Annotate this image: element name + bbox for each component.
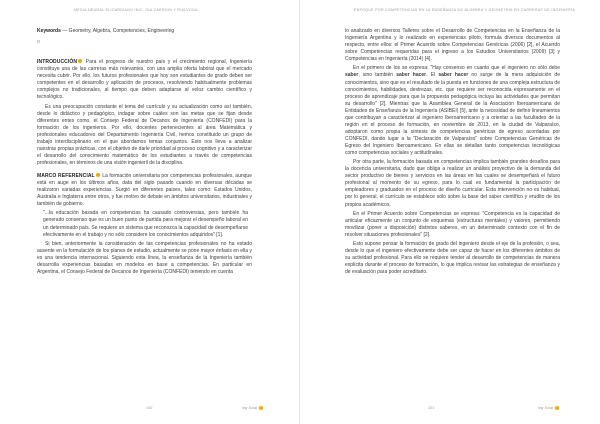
p2-text-d: no surge de la mera adquisición de conocimientos, sino que es el resultado de la puesta en funciones de una compleja estructura de conocimientos, habilidades, destrezas, etc. que requiere ser reconocida expresamente en el proceso de aprendizaje para que la propuesta pedagógica incluya las actividades que permitan su desarrollo" [2]. Mientras que la Asamblea General de la Asociación Iberoamericana de Entidades de Enseñanza de la Ingeniería (ASIBEI) [5], ante la necesidad de definir lineamientos que contribuyan a caracterizar al ingeniero Iberoamericano y a orientar a las facultades de la región en el proceso de formación, en noviembre de 2013, en la ciudad de Valparaíso, adoptaron como propia la síntesis de competencias genéricas de egreso acordadas por CONFEDI, dando lugar a la "Declaración de Valparaíso" sobre Competencias Genéricas de Egreso del Ingeniero Iberoamericano. En ellas se detallan tanto competencias tecnológicas como competencias sociales y actitudinales.: [345, 72, 560, 156]
left-running-header: MEDIA NEURAL ELICARDIANO INIC. DIA CARRION Y RIALVOGA: [74, 8, 198, 12]
right-brand-text: Ing Solar: [538, 406, 554, 410]
intro-heading: INTRODUCCIÓN: [37, 59, 78, 66]
right-running-header: ENFOQUE POR COMPETENCIAS EN LA ENSEÑANZA DE ÁLGEBRA Y GEOMETRÍA EN CARRERAS DE INGENIERÍA: [354, 8, 576, 12]
brand-logo-icon: [555, 406, 559, 410]
block-quote: [37, 210, 252, 238]
marco-heading: MARCO REFERENCIAL: [37, 172, 95, 179]
right-paragraph-4: En el Primer Acuerdo sobre Competencias se expresa: "Competencia es la capacidad de articular eficazmente un conjunto de esquemas (estructuras mentales) y valores, permitiendo movilizar (poner a disposición) distintos saberes, en un determinado contexto con el fin de resolver situaciones profesionales" [2].: [345, 210, 560, 238]
orange-dot-icon: [78, 59, 82, 63]
keywords-text: — Geometry, Algebra, Competencies, Engineering: [60, 28, 175, 34]
left-footer-brand: [242, 406, 263, 410]
quote-text: "...la educación basada en competencias ha causado controversias, pero también ha generado consenso que es un buen punto de partida para mejorar el desempeño laboral en un determinado país. Se requiere un sistema que reconozca la capacidad de desempeñarse efectivamente en el trabajo y no sólo considere los conocimientos adquiridos" [1].: [43, 210, 248, 238]
intro-text-1: Para el progreso de nuestro país y el crecimiento regional, Ingeniería constituye una de las carreras más relevantes, con una amplia oferta laboral que el mercado necesita cubrir. Por ello, los futuros profesionales que hoy son estudiantes de grado deben ser competentes en el desarrollo y aplicación de procesos, resolviendo habitualmente problemas complejos no tradicionales, al tiempo que deben adaptarse al veloz cambio científico y tecnológico.: [37, 59, 252, 101]
keywords-label: Keywords: [37, 28, 61, 34]
right-page: [300, 0, 600, 424]
right-paragraph-1: lo analizado en diversos Talleres sobre el Desarrollo de Competencias en la Enseñanza de la Ingeniería Argentina y lo realizado en experiencias piloto, formula diversos documentos al respecto, entre ellos: el Primer Acuerdo sobre Competencias Genéricas (2006) [2], el Acuerdo sobre Competencias requeridas para el ingreso a los Estudios Universitarios (2009) [3] y Competencias en Ingeniería (2014) [4].: [345, 28, 560, 63]
right-paragraph-5: Esto supone pensar la formación de grado del ingeniero desde el eje de la profesión, o sea, desde lo que el ingeniero efectivamente debe ser capaz de hacer en los diferentes ámbitos de su actividad profesional. Para ello se requiere tender al desarrollo de competencias de manera explícita durante el proceso de formación, lo que implica revisar las estrategias de enseñanza y de evaluación para poder acreditarlo.: [345, 241, 560, 276]
left-page-number: 100: [146, 406, 153, 410]
intro-paragraph-1: [37, 59, 252, 101]
p2-emphasis-saber-hacer: saber hacer: [396, 72, 427, 79]
left-brand-text: Ing Solar: [242, 406, 258, 410]
right-text-column: [345, 28, 560, 279]
p2-text-a: En el primero de los se expresa: "Hay consenso en cuanto que el ingeniero no sólo debe: [353, 65, 560, 72]
right-paragraph-3: Por otra parte, la formación basada en competencias implica también grandes desafíos para la docencia universitaria, dado que obliga a realizar un análisis proyectivo de la demanda del sector productivo de bienes y servicios en las áreas en las cuales se desempeñará el futuro profesional al momento de su egreso, para lo cual es fundamental la participación de empleadores y graduados en el proceso de diseño curricular. Esta intervención no es habitual, por lo general, el currículo se establece sólo sobre la base del saber científico y erudito de los propios académicos.: [345, 159, 560, 208]
right-footer-brand: [538, 406, 559, 410]
marco-paragraph-2: Si bien, anteriormente la consideración de las competencias profesionales no ha estado ausente en la formulación de los planes de estudio, actualmente se pone mayor énfasis en ella y es una tendencia internacional. Siguiendo esta línea, la enseñanza de la Ingeniería también desarrolla experiencias basadas en modelos en base a competencias. En particular en Argentina, el Consejo Federal de Decanos de Ingeniería (CONFEDI) teniendo en cuenta: [37, 240, 252, 275]
p2-emphasis-saber: saber: [345, 72, 359, 79]
intro-paragraph-2: Es una preocupación constante el tema del currículo y su actualización como así también, desde lo didáctico y pedagógico, indagar sobre cuáles son las metas que se fijan desde diferentes entes como, el Consejo Federal de Decanos de Ingeniería (CONFEDI) para la formación de los ingenieros. Por ello, docentes pertenecientes al área Matemática y profesionales educadores del Departamento Ingeniería Civil, hemos constituido un grupo de trabajo interdisciplinario en el que abordamos temas conjuntos. Esto nos lleva a analizar nuestras propias prácticas, con el objetivo de darle prioridad al proceso cognitivo y a caracterizar el desarrollo del conocimiento matemático de los estudiantes a través de competencias profesionales, en términos de una visión ingenieril de la disciplina.: [37, 103, 252, 166]
brand-logo-icon: [259, 406, 263, 410]
p2-text-b: , sino también: [358, 72, 397, 79]
right-page-number: 101: [428, 406, 435, 410]
p2-emphasis-saber-hacer-2: saber hacer: [438, 72, 469, 79]
p2-text-c: . El: [426, 72, 439, 79]
keywords-line: [37, 28, 252, 35]
left-text-column: [37, 28, 252, 278]
marco-paragraph-1: [37, 173, 252, 208]
stub-mark: o: [37, 39, 40, 46]
marco-text-1: La formación universitaria por competencias profesionales, aunque está en auge en los últimos años, data del siglo pasado cuando en diversas décadas se realizaron variadas experiencias. Surgió en diferentes países, tales como: Estados Unidos, Australia e Inglaterra entre otros, y fue motivo de debate en ámbitos universitarios, industriales y también de gobierno.: [37, 172, 252, 208]
right-paragraph-2: [345, 65, 560, 157]
orange-dot-icon: [96, 173, 100, 177]
